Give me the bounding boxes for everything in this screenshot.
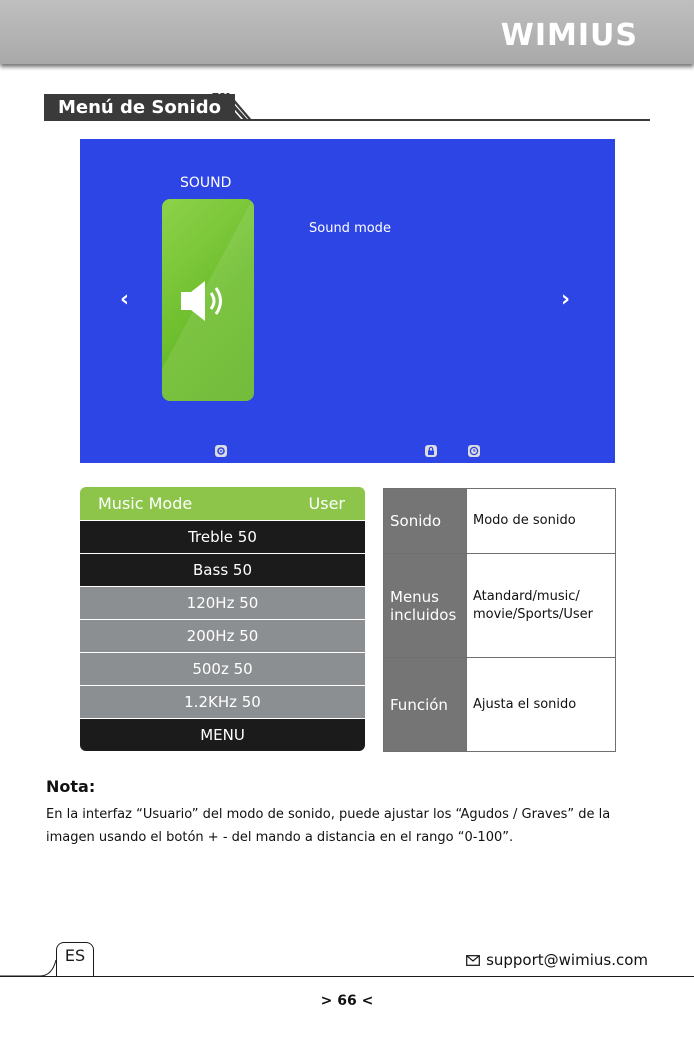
- table-key: Función: [384, 658, 467, 752]
- section-title: Menú de Sonido: [44, 94, 235, 120]
- menu-row-1-2khz[interactable]: 1.2KHz 50: [80, 685, 365, 718]
- table-value: Ajusta el sonido: [467, 658, 616, 752]
- table-value: Atandard/music/ movie/Sports/User: [467, 554, 616, 658]
- table-row: [384, 489, 616, 554]
- menu-footer[interactable]: MENU: [80, 718, 365, 751]
- tv-sound-label: SOUND: [180, 175, 232, 191]
- menu-value: User: [308, 494, 345, 513]
- sound-card[interactable]: [162, 199, 254, 401]
- info-table: [383, 488, 616, 752]
- note-text: En la interfaz “Usuario” del modo de sonido, puede ajustar los “Agudos / Graves” de la imagen usando el botón + - del mando a distancia en el rango “0-100”.: [46, 807, 611, 845]
- title-underline: [44, 119, 650, 121]
- tv-screen: [80, 139, 615, 463]
- menu-row-treble[interactable]: Treble 50: [80, 520, 365, 553]
- menu-header[interactable]: [80, 487, 365, 520]
- menu-row-200hz[interactable]: 200Hz 50: [80, 619, 365, 652]
- table-key: Sonido: [384, 489, 467, 554]
- speaker-icon: [177, 277, 241, 325]
- header-band: [0, 0, 694, 64]
- gear-icon[interactable]: [215, 445, 227, 457]
- support-email[interactable]: support@wimius.com: [486, 951, 648, 969]
- table-value: Modo de sonido: [467, 489, 616, 554]
- menu-row-500hz[interactable]: 500z 50: [80, 652, 365, 685]
- lock-icon[interactable]: [425, 445, 437, 457]
- page-number: > 66 <: [320, 993, 374, 1009]
- table-row: [384, 658, 616, 752]
- clock-icon[interactable]: [468, 445, 480, 457]
- menu-title: Music Mode: [98, 494, 193, 513]
- table-row: [384, 554, 616, 658]
- chevron-right-icon[interactable]: ›: [561, 287, 571, 312]
- note-title: Nota:: [46, 777, 96, 796]
- menu-row-bass[interactable]: Bass 50: [80, 553, 365, 586]
- sound-mode-label[interactable]: Sound mode: [309, 221, 391, 236]
- chevron-left-icon[interactable]: ‹: [120, 287, 130, 312]
- title-stripes-icon: [212, 93, 252, 121]
- footer-line: [0, 976, 694, 977]
- support-contact: [466, 951, 648, 969]
- menu-row-120hz[interactable]: 120Hz 50: [80, 586, 365, 619]
- music-mode-menu: [80, 487, 365, 751]
- language-tab: ES: [56, 942, 94, 976]
- table-key: Menus incluidos: [384, 554, 467, 658]
- mail-icon: [466, 955, 480, 966]
- brand-logo: WIMIUS: [500, 18, 638, 53]
